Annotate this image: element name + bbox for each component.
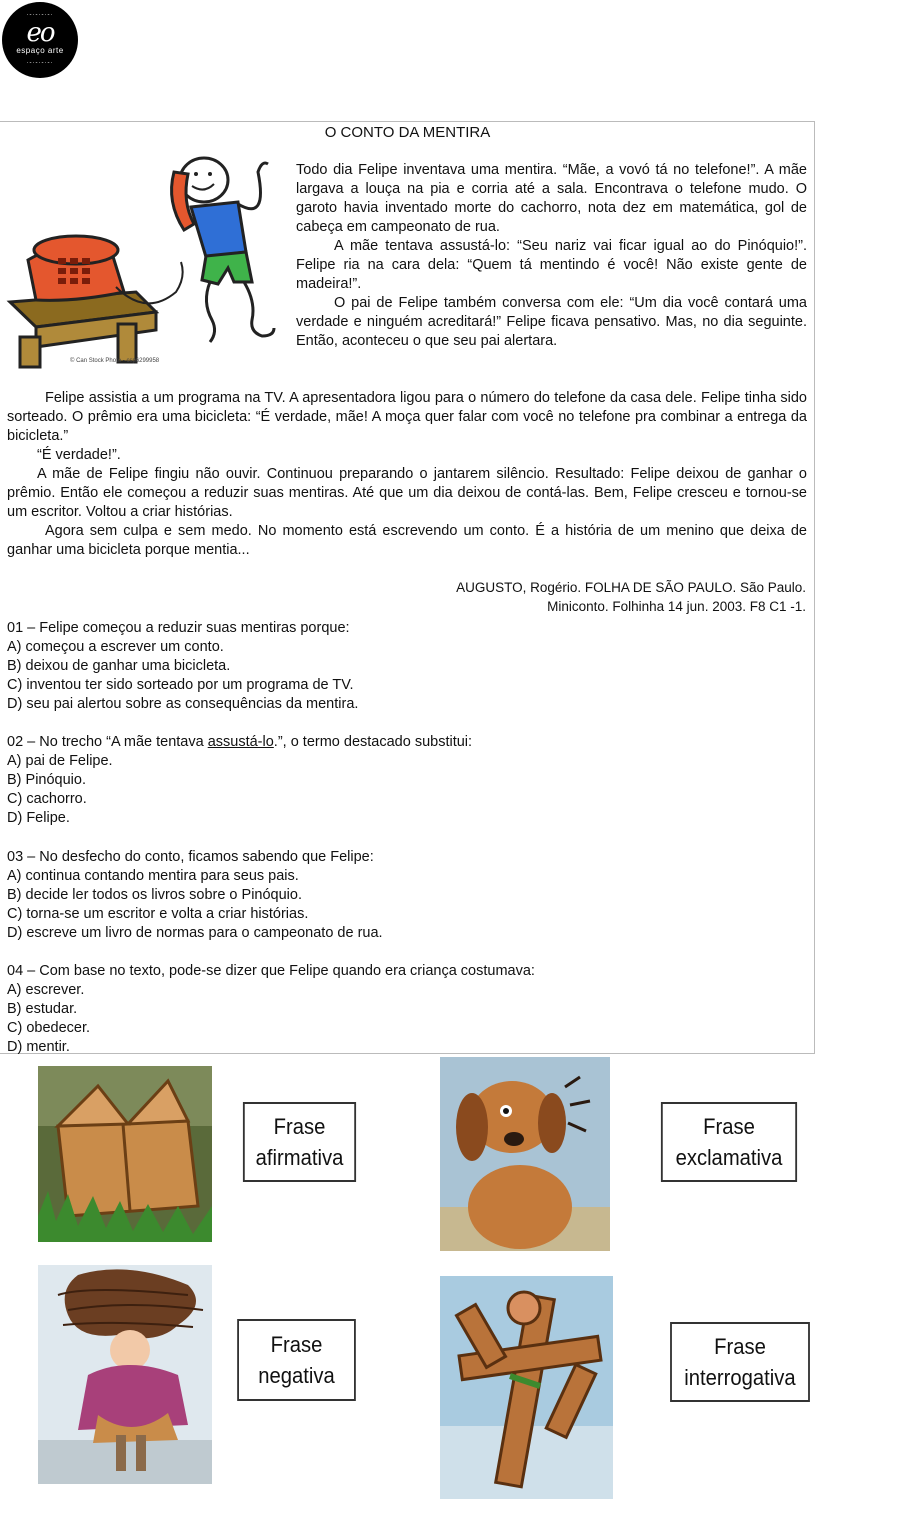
reference-line: Miniconto. Folhinha 14 jun. 2003. F8 C1 -1. [547,599,806,614]
question-stem: 03 – No desfecho do conto, ficamos sabendo que Felipe: [7,849,374,865]
story-paragraph: O pai de Felipe também conversa com ele: “Um dia você contará uma verdade e ninguém acreditará!” Felipe ficava pensativo. Mas, no dia seguinte. Então, aconteceu o que seu pai alertara. [296,295,807,349]
story-paragraph: “É verdade!”. [37,447,121,463]
box-line: exclamativa [675,1145,783,1170]
boy-telephone-illustration [6,152,290,390]
question-3 [7,848,383,943]
espaco-arte-logo [2,2,78,78]
question-1 [7,619,358,714]
answer-option: C) obedecer. [7,1020,91,1036]
answer-option: D) seu pai alertou sobre as consequências da mentira. [7,696,359,712]
answer-option: C) inventou ter sido sorteado por um programa de TV. [7,677,354,693]
box-line: afirmativa [255,1145,344,1170]
cardboard-box-picture [38,1066,212,1242]
story-paragraph: A mãe tentava assustá-lo: “Seu nariz vai ficar igual ao do Pinóquio!”. Felipe ria na cara dela: “Quem tá mentindo é você! Não existe gente de madeira!”. [296,238,807,292]
story-paragraph: Felipe assistia a um programa na TV. A apresentadora ligou para o número do telefone da casa dele. Felipe tinha sido sorteado. O prêmio era uma bicicleta: “É verdade, mãe! A moça quer falar com você no telefone pra combinar a entrega da bicicleta.” [7,390,807,444]
box-line: Frase [703,1114,755,1139]
story-title: O CONTO DA MENTIRA [324,124,491,141]
sentence-type-box-negativa [237,1319,356,1401]
logo-subtitle: espaço arte [16,46,64,55]
box-line: Frase [270,1332,323,1357]
sentence-type-box-afirmativa [243,1102,356,1182]
answer-option: D) escreve um livro de normas para o campeonato de rua. [7,925,383,941]
story-reference [456,578,806,616]
wooden-puppet-picture [440,1276,613,1499]
logo-dots-bottom: ·-·-·-·-· [26,60,54,66]
question-4 [7,962,535,1057]
answer-option: A) escrever. [7,982,85,998]
sentence-type-box-exclamativa [661,1102,797,1182]
dog-picture [440,1057,610,1251]
answer-option: C) torna-se um escritor e volta a criar histórias. [7,906,309,922]
box-line: Frase [273,1114,326,1139]
box-line: Frase [714,1334,766,1359]
answer-option: D) mentir. [7,1039,70,1055]
windblown-girl-picture [38,1265,212,1484]
stem-part: .”, o termo destacado substitui: [273,734,473,750]
answer-option: A) começou a escrever um conto. [7,639,224,655]
logo-dots-top: ·-·-·-·-· [26,12,54,18]
question-2 [7,733,472,828]
sentence-type-box-interrogativa [670,1322,810,1402]
story-paragraph: Agora sem culpa e sem medo. No momento está escrevendo um conto. É a história de um menino que deixa de ganhar uma bicicleta porque mentia... [7,523,807,558]
logo-mark: eo [26,18,54,48]
answer-option: A) continua contando mentira para seus pais. [7,868,299,884]
answer-option: B) estudar. [7,1001,78,1017]
question-stem: 01 – Felipe começou a reduzir suas mentiras porque: [7,620,350,636]
box-line: negativa [258,1363,335,1388]
highlighted-term: assustá-lo [207,734,274,750]
answer-option: D) Felipe. [7,810,70,826]
story-paragraph: A mãe de Felipe fingiu não ouvir. Continuou preparando o jantarem silêncio. Resultado: Felipe deixou de ganhar o prêmio. Então ele começou a reduzir suas mentiras. Até que um dia deixou de contá-las. Bem, Felipe cresceu e tornou-se um escritor. Voltou a criar histórias. [7,466,807,520]
story-full-text [7,389,807,560]
answer-option: A) pai de Felipe. [7,753,113,769]
story-sheet [0,121,815,1054]
answer-option: B) Pinóquio. [7,772,86,788]
stem-part: 02 – No trecho “A mãe tentava [7,734,208,750]
answer-option: B) decide ler todos os livros sobre o Pinóquio. [7,887,302,903]
question-stem [7,733,472,752]
answer-option: B) deixou de ganhar uma bicicleta. [7,658,231,674]
question-stem: 04 – Com base no texto, pode-se dizer que Felipe quando era criança costumava: [7,963,535,979]
story-paragraph: Todo dia Felipe inventava uma mentira. “Mãe, a vovó tá no telefone!”. A mãe largava a louça na pia e corria até a sala. Encontrava o telefone mudo. O garoto havia inventado morte do cachorro, nota dez em matemática, gol de cabeça em campeonato de rua. [296,162,807,235]
image-credit: © Can Stock Photo - csp6299958 [70,358,160,364]
box-line: interrogativa [684,1365,796,1390]
answer-option: C) cachorro. [7,791,87,807]
story-wrapped-text [296,161,807,351]
reference-line: AUGUSTO, Rogério. FOLHA DE SÃO PAULO. São Paulo. [456,580,806,595]
